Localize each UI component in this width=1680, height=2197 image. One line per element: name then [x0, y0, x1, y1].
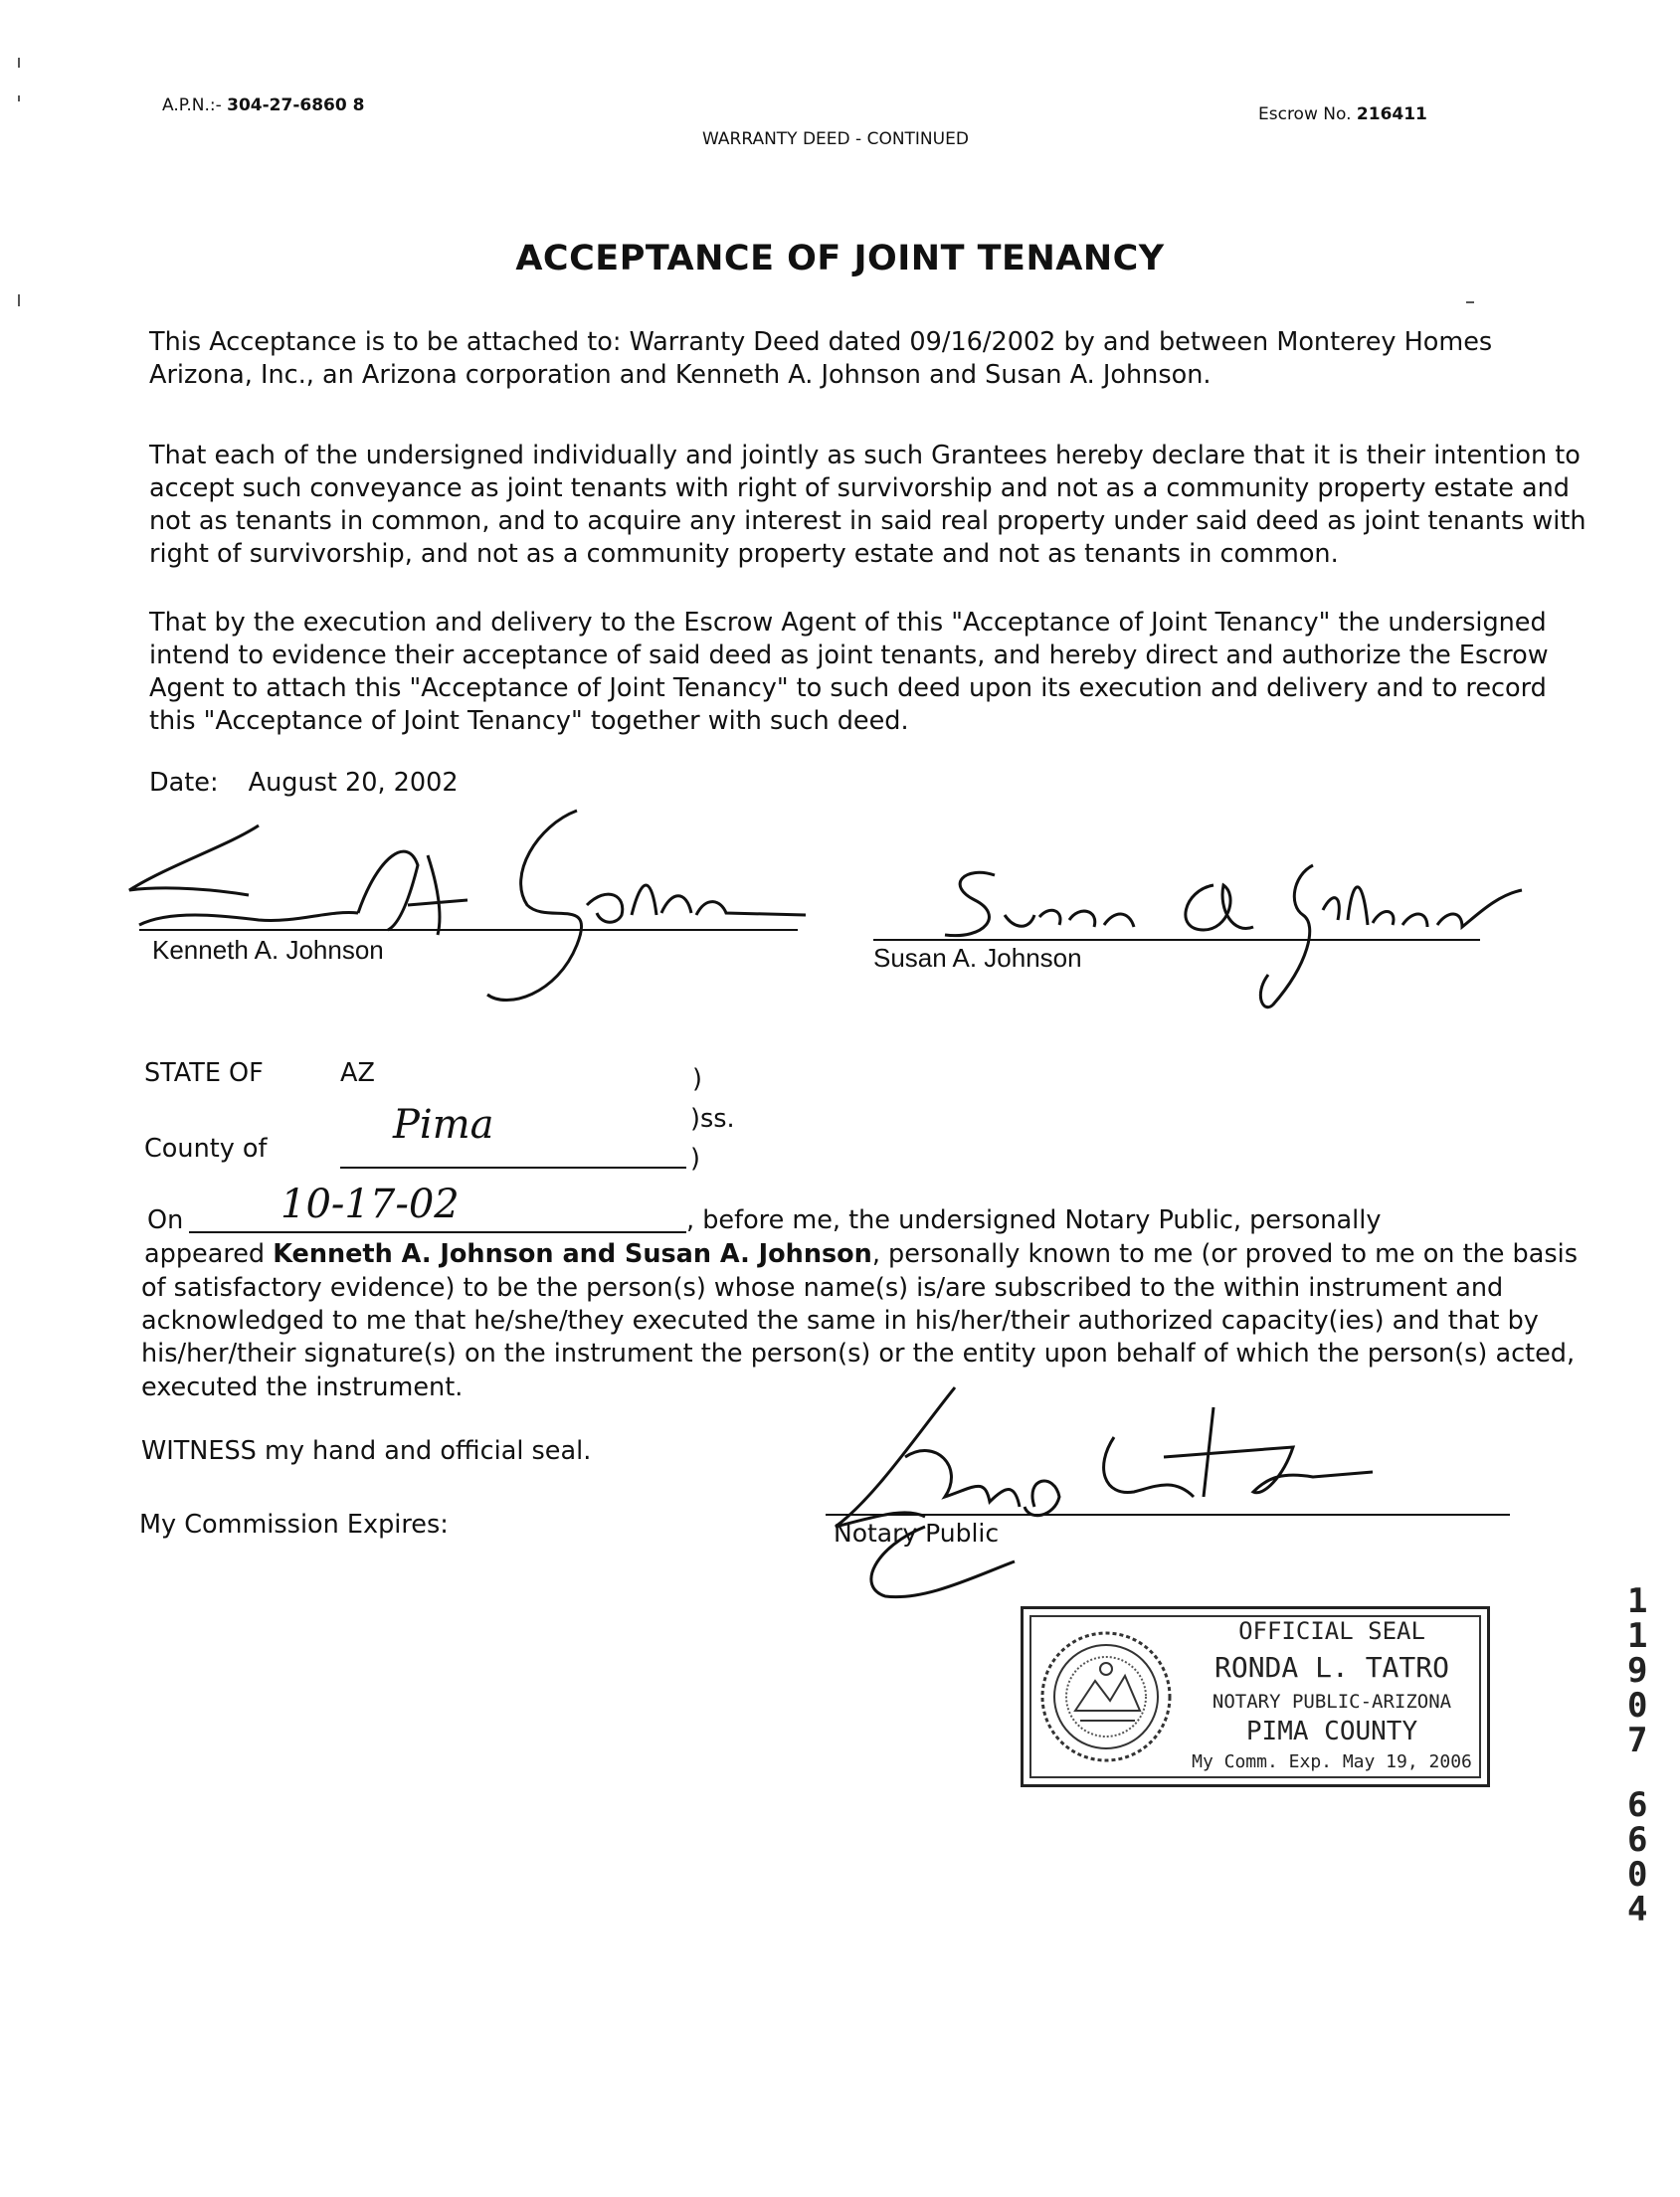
text-line: That by the execution and delivery to the Escrow Agent of this "Acceptance of Joint Tenancy" the undersigned — [149, 608, 1547, 638]
seal-line-4: PIMA COUNTY — [1245, 1717, 1418, 1746]
scan-speck — [18, 294, 20, 306]
apn-line — [162, 95, 364, 115]
date-line — [149, 768, 459, 798]
margin-stamp-digit: 4 — [1627, 1890, 1648, 1929]
text-span: appeared — [144, 1239, 274, 1269]
venue-ss: )ss. — [690, 1104, 735, 1134]
county-label: County of — [144, 1134, 268, 1164]
acknowledgment-line-3: of satisfactory evidence) to be the person(s) whose name(s) is/are subscribed to the within instrument and — [141, 1273, 1504, 1303]
signer-name-kenneth: Kenneth A. Johnson — [152, 935, 384, 965]
text-line: this "Acceptance of Joint Tenancy" together with such deed. — [149, 706, 909, 736]
paragraph-authorization — [149, 607, 1549, 738]
acknowledgment-line-2 — [144, 1239, 1578, 1269]
acknowledgment-line-5: his/her/their signature(s) on the instrument the person(s) or the entity upon behalf of which the person(s) acted, — [141, 1339, 1576, 1369]
appeared-names: Kenneth A. Johnson and Susan A. Johnson — [273, 1239, 872, 1269]
apn-value: 304-27-6860 8 — [227, 95, 365, 115]
text-line: Arizona, Inc., an Arizona corporation and Kenneth A. Johnson and Susan A. Johnson. — [149, 360, 1212, 390]
margin-stamp-digit: 0 — [1627, 1686, 1648, 1726]
escrow-line — [1258, 104, 1427, 124]
county-line — [340, 1167, 686, 1169]
notary-label: Notary Public — [834, 1519, 1000, 1548]
acknowledgment-date-line — [189, 1231, 686, 1233]
text-line: intend to evidence their acceptance of said deed as joint tenants, and hereby direct and authorize the Escrow — [149, 641, 1549, 670]
text-line: not as tenants in common, and to acquire any interest in said real property under said deed as joint tenants with — [149, 506, 1587, 536]
date-value: August 20, 2002 — [248, 768, 459, 798]
county-value: Pima — [393, 1102, 494, 1148]
acknowledgment-line-1: , before me, the undersigned Notary Public, personally — [686, 1205, 1382, 1235]
margin-stamp-digit: 6 — [1627, 1820, 1648, 1860]
margin-stamp-digit: 9 — [1627, 1651, 1648, 1691]
state-label: STATE OF — [144, 1058, 264, 1088]
margin-stamp-digit: 0 — [1627, 1855, 1648, 1895]
official-seal-stamp — [1021, 1606, 1490, 1787]
text-line: This Acceptance is to be attached to: Warranty Deed dated 09/16/2002 by and between Monterey Homes — [149, 327, 1493, 357]
commission-expires: My Commission Expires: — [139, 1510, 449, 1540]
signer-name-susan: Susan A. Johnson — [873, 943, 1082, 973]
state-seal-emblem — [1035, 1621, 1177, 1772]
escrow-label: Escrow No. — [1258, 104, 1352, 124]
acknowledgment-line-6: executed the instrument. — [141, 1373, 464, 1402]
page-title: ACCEPTANCE OF JOINT TENANCY — [515, 239, 1165, 278]
continued-heading: WARRANTY DEED - CONTINUED — [702, 129, 969, 149]
margin-stamp-digit: 1 — [1627, 1581, 1648, 1621]
text-line: right of survivorship, and not as a community property estate and not as tenants in common. — [149, 539, 1339, 569]
seal-line-3: NOTARY PUBLIC-ARIZONA — [1212, 1691, 1452, 1713]
venue-paren-bottom: ) — [690, 1144, 700, 1174]
acknowledgment-date: 10-17-02 — [280, 1182, 460, 1227]
seal-line-1: OFFICIAL SEAL — [1238, 1617, 1425, 1645]
seal-line-5: My Comm. Exp. May 19, 2006 — [1192, 1751, 1472, 1772]
susan-signature — [925, 855, 1542, 1024]
scan-speck — [18, 58, 20, 68]
scan-speck — [1466, 301, 1474, 303]
margin-stamp-digit: 1 — [1627, 1616, 1648, 1656]
text-line: Agent to attach this "Acceptance of Joint Tenancy" to such deed upon its execution and delivery and to record — [149, 673, 1547, 703]
venue-paren-top: ) — [692, 1064, 702, 1094]
paragraph-attachment — [149, 326, 1522, 392]
notary-signature — [816, 1377, 1412, 1606]
escrow-value: 216411 — [1356, 104, 1427, 124]
acknowledgment-line-4: acknowledged to me that he/she/they executed the same in his/her/their authorized capacity(ies) and that by — [141, 1306, 1539, 1336]
on-label: On — [147, 1205, 184, 1235]
paragraph-declaration — [149, 440, 1587, 571]
apn-label: A.P.N.:- — [162, 95, 222, 115]
date-label: Date: — [149, 768, 219, 798]
kenneth-signature — [109, 796, 826, 1014]
seal-line-2: RONDA L. TATRO — [1213, 1651, 1449, 1684]
state-value: AZ — [340, 1058, 375, 1088]
text-line: That each of the undersigned individually and jointly as such Grantees hereby declare that it is their intention to — [149, 441, 1581, 470]
text-span: , personally known to me (or proved to me on the basis — [871, 1239, 1579, 1269]
text-line: accept such conveyance as joint tenants with right of survivorship and not as a community property estate and — [149, 473, 1570, 503]
margin-stamp-digit: 7 — [1627, 1721, 1648, 1760]
margin-stamp-digit: 6 — [1627, 1785, 1648, 1825]
witness-statement: WITNESS my hand and official seal. — [141, 1436, 592, 1466]
scan-speck — [18, 95, 20, 101]
